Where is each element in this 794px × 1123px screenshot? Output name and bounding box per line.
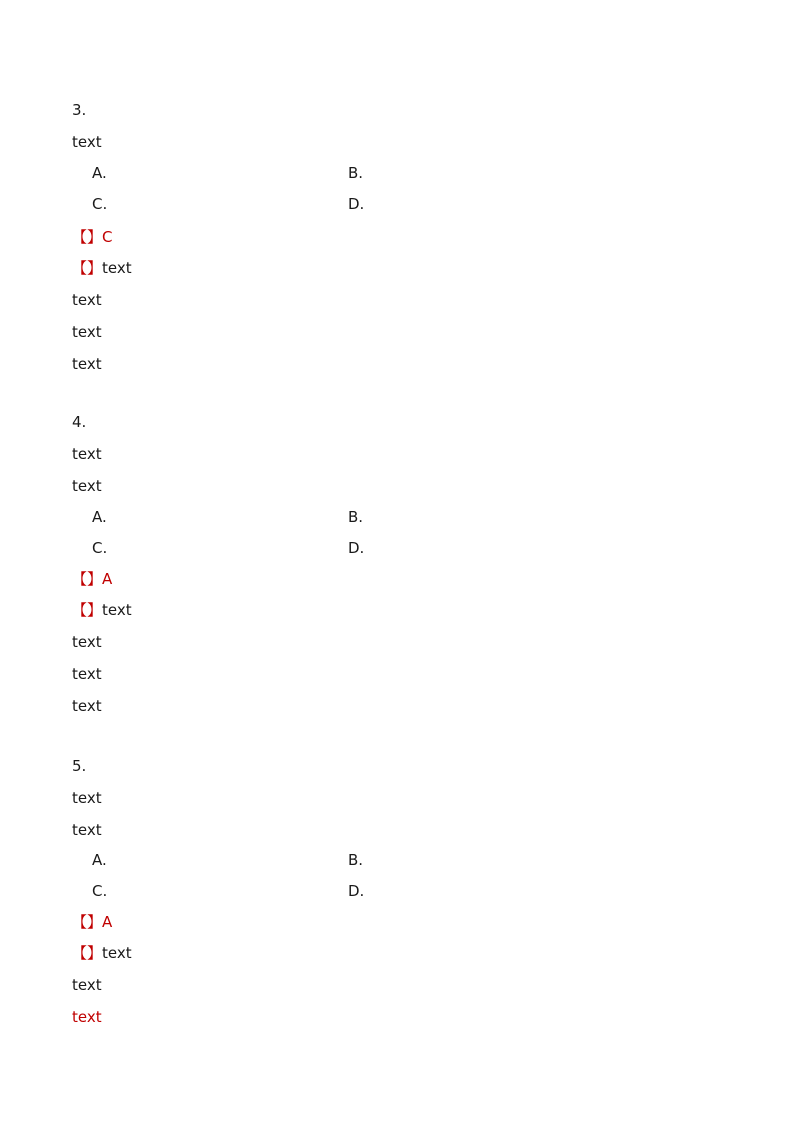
question-4-stem-line-1: 4. [72, 413, 87, 431]
question-3-option-d: D. [348, 195, 365, 213]
question-5-explanation [72, 938, 734, 1034]
question-3-explanation-line-1: text [102, 259, 132, 277]
question-5-explanation-line-3: text [72, 1008, 102, 1026]
question-5-option-d: D. [348, 882, 365, 900]
question-3-option-a: A. [92, 164, 107, 182]
question-3-explanation-line-2: text [72, 291, 102, 309]
question-5-explanation-line-1: text [102, 944, 132, 962]
question-4-explanation-line-3: text [72, 665, 102, 683]
question-4-explanation-line-1: text [102, 601, 132, 619]
question-5-option-c: C. [92, 882, 108, 900]
question-3-option-c: C. [92, 195, 108, 213]
question-4-stem [72, 406, 734, 502]
question-5-stem-line-1: 5. [72, 757, 87, 775]
explanation-tag: 【】 [72, 601, 103, 619]
answer-value: A [102, 913, 113, 931]
question-3-stem [72, 94, 734, 158]
answer-label: 【】 [72, 913, 103, 931]
question-5-options [92, 845, 732, 907]
question-3-option-b: B. [348, 164, 364, 182]
question-4-option-d: D. [348, 539, 365, 557]
question-4-options [92, 502, 732, 564]
question-5-option-a: A. [92, 851, 107, 869]
question-4-option-c: C. [92, 539, 108, 557]
answer-value: A [102, 570, 113, 588]
explanation-tag: 【】 [72, 259, 103, 277]
question-3-explanation-line-4: text [72, 355, 102, 373]
question-4-stem-line-3: text [72, 477, 102, 495]
answer-value: C [102, 228, 113, 246]
question-3-options [92, 158, 732, 220]
question-3-answer [72, 222, 113, 252]
question-4-option-b: B. [348, 508, 364, 526]
question-4-answer [72, 564, 112, 594]
explanation-tag: 【】 [72, 944, 103, 962]
question-4-stem-line-2: text [72, 445, 102, 463]
answer-label: 【】 [72, 228, 103, 246]
question-5-stem-line-3: text [72, 821, 102, 839]
question-4-option-a: A. [92, 508, 107, 526]
question-4-explanation-line-4: text [72, 697, 102, 715]
question-5-explanation-line-2: text [72, 976, 102, 994]
question-5-stem-line-2: text [72, 789, 102, 807]
question-4-explanation [72, 595, 734, 723]
question-5-stem [72, 750, 734, 846]
question-5-option-b: B. [348, 851, 364, 869]
question-3-explanation-line-3: text [72, 323, 102, 341]
question-5-answer [72, 907, 112, 937]
question-4-explanation-line-2: text [72, 633, 102, 651]
answer-label: 【】 [72, 570, 103, 588]
question-3-stem-line-1: 3. [72, 101, 87, 119]
question-3-stem-line-2: text [72, 133, 102, 151]
question-3-explanation [72, 253, 734, 381]
